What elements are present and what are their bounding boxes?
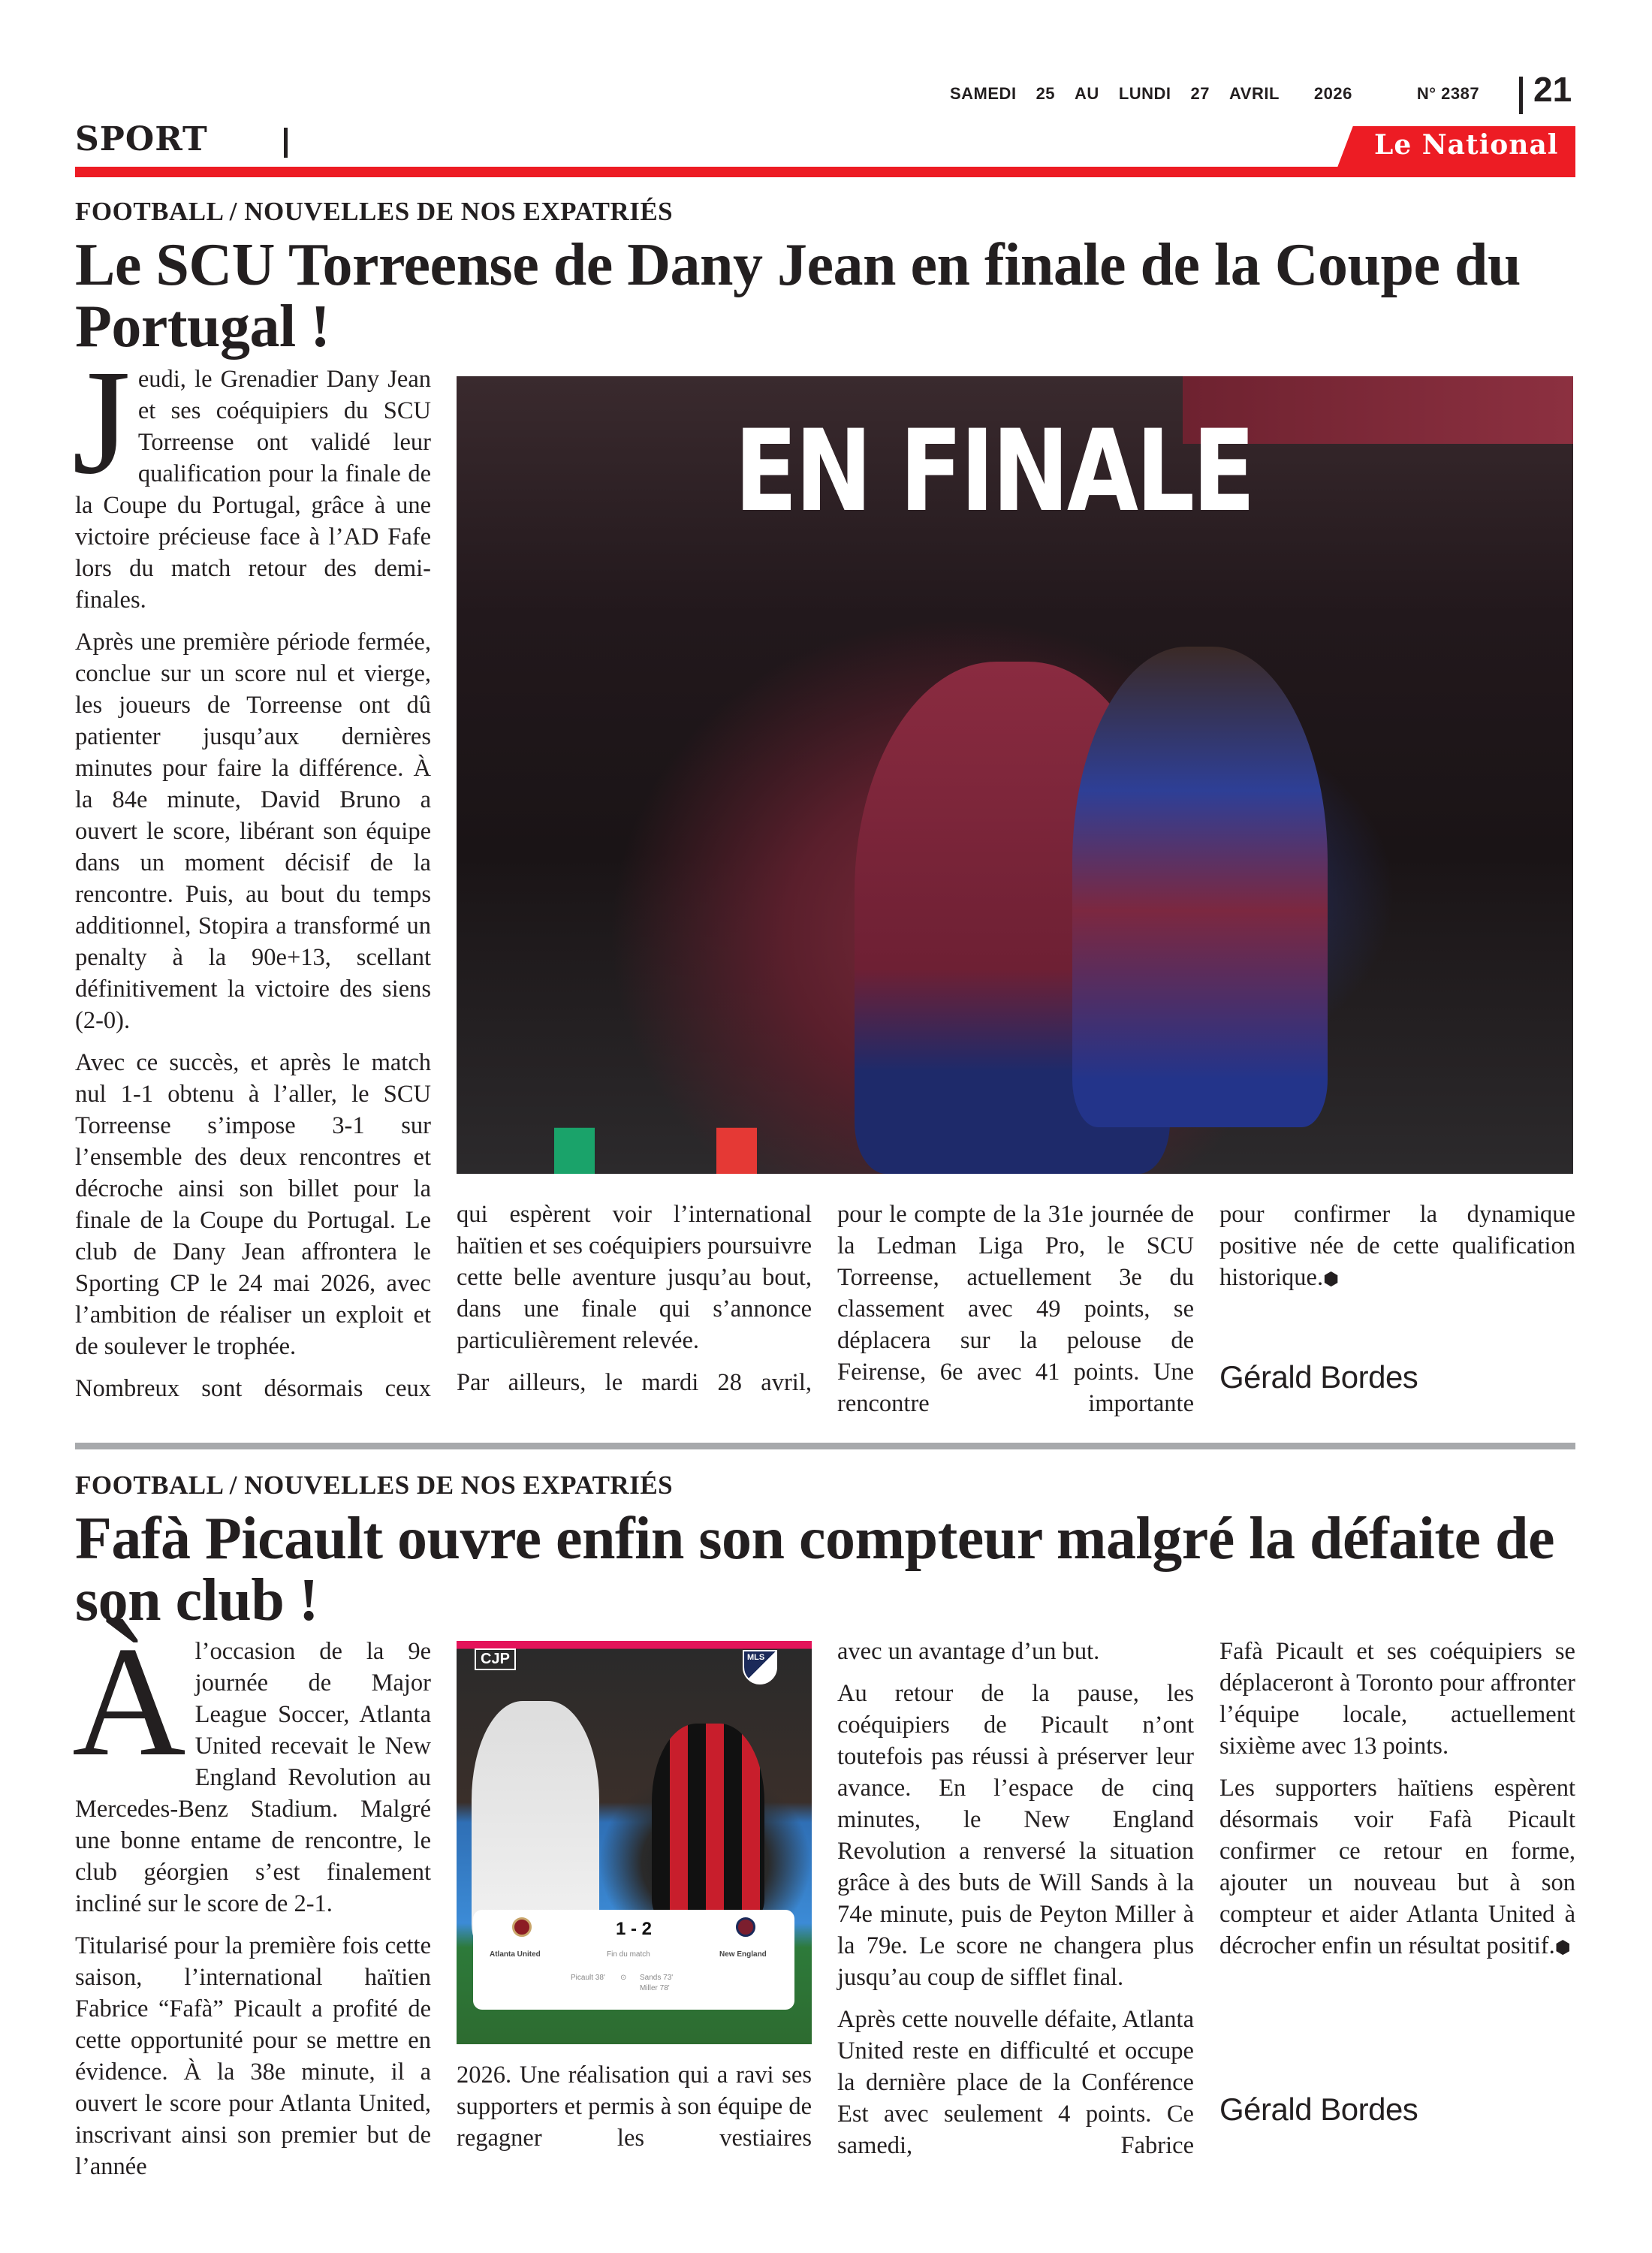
photo-caption-text: EN FINALE <box>734 406 1253 537</box>
brand-logo: Le National <box>1374 129 1559 161</box>
article2-col3 <box>837 1636 1194 2172</box>
article2-kicker: FOOTBALL / NOUVELLES DE NOS EXPATRIÉS <box>75 1470 674 1500</box>
paragraph: qui espèrent voir l’international haïtien et ses coéquipiers poursuivre cette belle aventure jusqu’au bout, dans une finale qui s’annonce particulièrement relevée. <box>457 1201 812 1354</box>
page-separator <box>1519 77 1523 114</box>
paragraph: pour confirmer la dynamique positive née de cette qualification historique. <box>1219 1201 1575 1291</box>
date-num2: 27 <box>1190 84 1210 103</box>
article1-col4 <box>1219 1199 1575 1306</box>
away-scorer: Miller 78' <box>640 1984 670 1992</box>
date-month: AVRIL <box>1229 84 1280 103</box>
end-mark-icon: ⬢ <box>1323 1270 1340 1289</box>
paragraph: Avec ce succès, et après le match nul 1-1 obtenu à l’aller, le SCU Torreense s’impose 3-1 sur l’ensemble des deux rencontres et décroche ainsi son billet pour la finale de la Coupe du Portugal. Le club de Dany Jean affrontera le Sporting CP le 24 mai 2026, avec l’ambition de réaliser un exploit et de soulever le trophée. <box>75 1049 431 1360</box>
paragraph: Les supporters haïtiens espèrent désormais voir Fafà Picault confirmer ce retour en forme, ajouter un nouveau but à son compteur et aider Atlanta United à décrocher enfin un résultat positif. <box>1219 1775 1575 1959</box>
paragraph: Fafà Picault et ses coéquipiers se déplaceront à Toronto pour affronter l’équipe locale, actuellement sixième avec 13 points. <box>1219 1638 1575 1760</box>
article1-col3 <box>837 1199 1194 1430</box>
article2-col1 <box>72 1615 431 2193</box>
article2-headline: Fafà Picault ouvre enfin son compteur malgré la défaite de son club ! <box>75 1506 1554 1633</box>
page-number: 21 <box>1533 70 1572 109</box>
article1-author: Gérald Bordes <box>1219 1359 1418 1395</box>
away-scorer: Sands 73' <box>640 1974 674 1982</box>
date-day2: LUNDI <box>1118 84 1171 103</box>
section-bar <box>284 128 288 158</box>
paragraph: Titularisé pour la première fois cette saison, l’international haïtien Fabrice “Fafà” Picault a profité de cette opportunité pour se mettre en évidence. À la 38e minute, il a ouvert le score pour Atlanta United, inscrivant ainsi son premier but de l’année <box>75 1932 431 2180</box>
article2-col4 <box>1219 1636 1575 1974</box>
dateline <box>950 84 1479 104</box>
date-au: AU <box>1075 84 1099 103</box>
player-figure <box>652 1724 764 1919</box>
club-logo-graphic <box>554 1097 757 1174</box>
paragraph: 2026. Une réalisation qui a ravi ses supporters et permis à son équipe de regagner les vestiaires <box>457 2061 812 2152</box>
article1-headline: Le SCU Torreense de Dany Jean en finale de la Coupe du Portugal ! <box>75 232 1521 360</box>
new-england-crest-icon <box>736 1917 755 1937</box>
paragraph: eudi, le Grenadier Dany Jean et ses coéquipiers du SCU Torreense ont validé leur qualification pour la finale de la Coupe du Portugal, grâce à une victoire précieuse face à l’AD Fafe lors du match retour des demi-finales. <box>75 366 431 614</box>
home-scorers: Picault 38' <box>571 1974 605 1982</box>
date-day: SAMEDI <box>950 84 1017 103</box>
date-num: 25 <box>1036 84 1056 103</box>
home-team: Atlanta United <box>490 1950 541 1959</box>
section-title: SPORT <box>75 120 208 158</box>
article2-author: Gérald Bordes <box>1219 2092 1418 2127</box>
player-figure <box>1072 647 1328 1127</box>
drop-cap: J <box>72 339 131 505</box>
match-score: 1 - 2 <box>615 1919 653 1939</box>
article1-photo <box>457 376 1573 1174</box>
article1-col1 <box>72 339 431 1415</box>
mls-logo-icon: MLS <box>743 1650 777 1684</box>
paragraph: Nombreux sont désormais ceux <box>75 1375 431 1402</box>
scorecard <box>473 1910 794 2010</box>
end-mark-icon: ⬢ <box>1554 1938 1571 1958</box>
article2-photo <box>457 1641 812 2044</box>
paragraph: Au retour de la pause, les coéquipiers de Picault n’ont toutefois pas réussi à préserver leur avance. En l’espace de cinq minutes, le New England Revolution a renversé la situation grâce à des buts de Will Sands à la 74e minute, puis de Peyton Miller à la 79e. Le score ne changera plus jusqu’au coup de sifflet final. <box>837 1680 1194 1991</box>
date-year: 2026 <box>1313 84 1352 103</box>
paragraph: Après une première période fermée, conclue sur un score nul et vierge, les joueurs de Torreense ont dû patienter jusqu’aux dernières minutes pour faire la différence. À la 84e minute, David Bruno a ouvert le score, libérant son équipe dans un moment décisif de la rencontre. Puis, au bout du temps additionnel, Stopira a transformé un penalty à la 90e+13, scellant définitivement la victoire des siens (2-0). <box>75 629 431 1034</box>
paragraph: Par ailleurs, le mardi 28 avril, <box>457 1369 812 1396</box>
article1-kicker: FOOTBALL / NOUVELLES DE NOS EXPATRIÉS <box>75 197 674 226</box>
paragraph: pour le compte de la 31e journée de la Ledman Liga Pro, le SCU Torreense, actuellement 3e du classement avec 49 points, se déplacera sur la pelouse de Feirense, 6e avec 41 points. Une rencontre importante <box>837 1201 1194 1417</box>
away-team: New England <box>719 1950 767 1959</box>
article2-col2 <box>457 2059 812 2164</box>
article1-col2 <box>457 1199 812 1409</box>
issue-number: N° 2387 <box>1416 84 1480 103</box>
paragraph: Après cette nouvelle défaite, Atlanta United reste en difficulté et occupe la dernière place de la Conférence Est avec seulement 4 points. Ce samedi, Fabrice <box>837 2006 1194 2159</box>
away-scorers <box>640 1973 673 1994</box>
cjp-badge: CJP <box>475 1648 516 1670</box>
drop-cap: À <box>72 1615 186 1789</box>
article-divider <box>75 1443 1575 1449</box>
ball-icon: ⊙ <box>620 1974 627 1982</box>
paragraph: l’occasion de la 9e journée de Major League Soccer, Atlanta United recevait le New England Revolution au Mercedes-Benz Stadium. Malgré une bonne entame de rencontre, le club géorgien s’est finalement incliné sur le score de 2-1. <box>75 1638 431 1917</box>
match-status: Fin du match <box>607 1950 650 1959</box>
paragraph: avec un avantage d’un but. <box>837 1638 1100 1665</box>
